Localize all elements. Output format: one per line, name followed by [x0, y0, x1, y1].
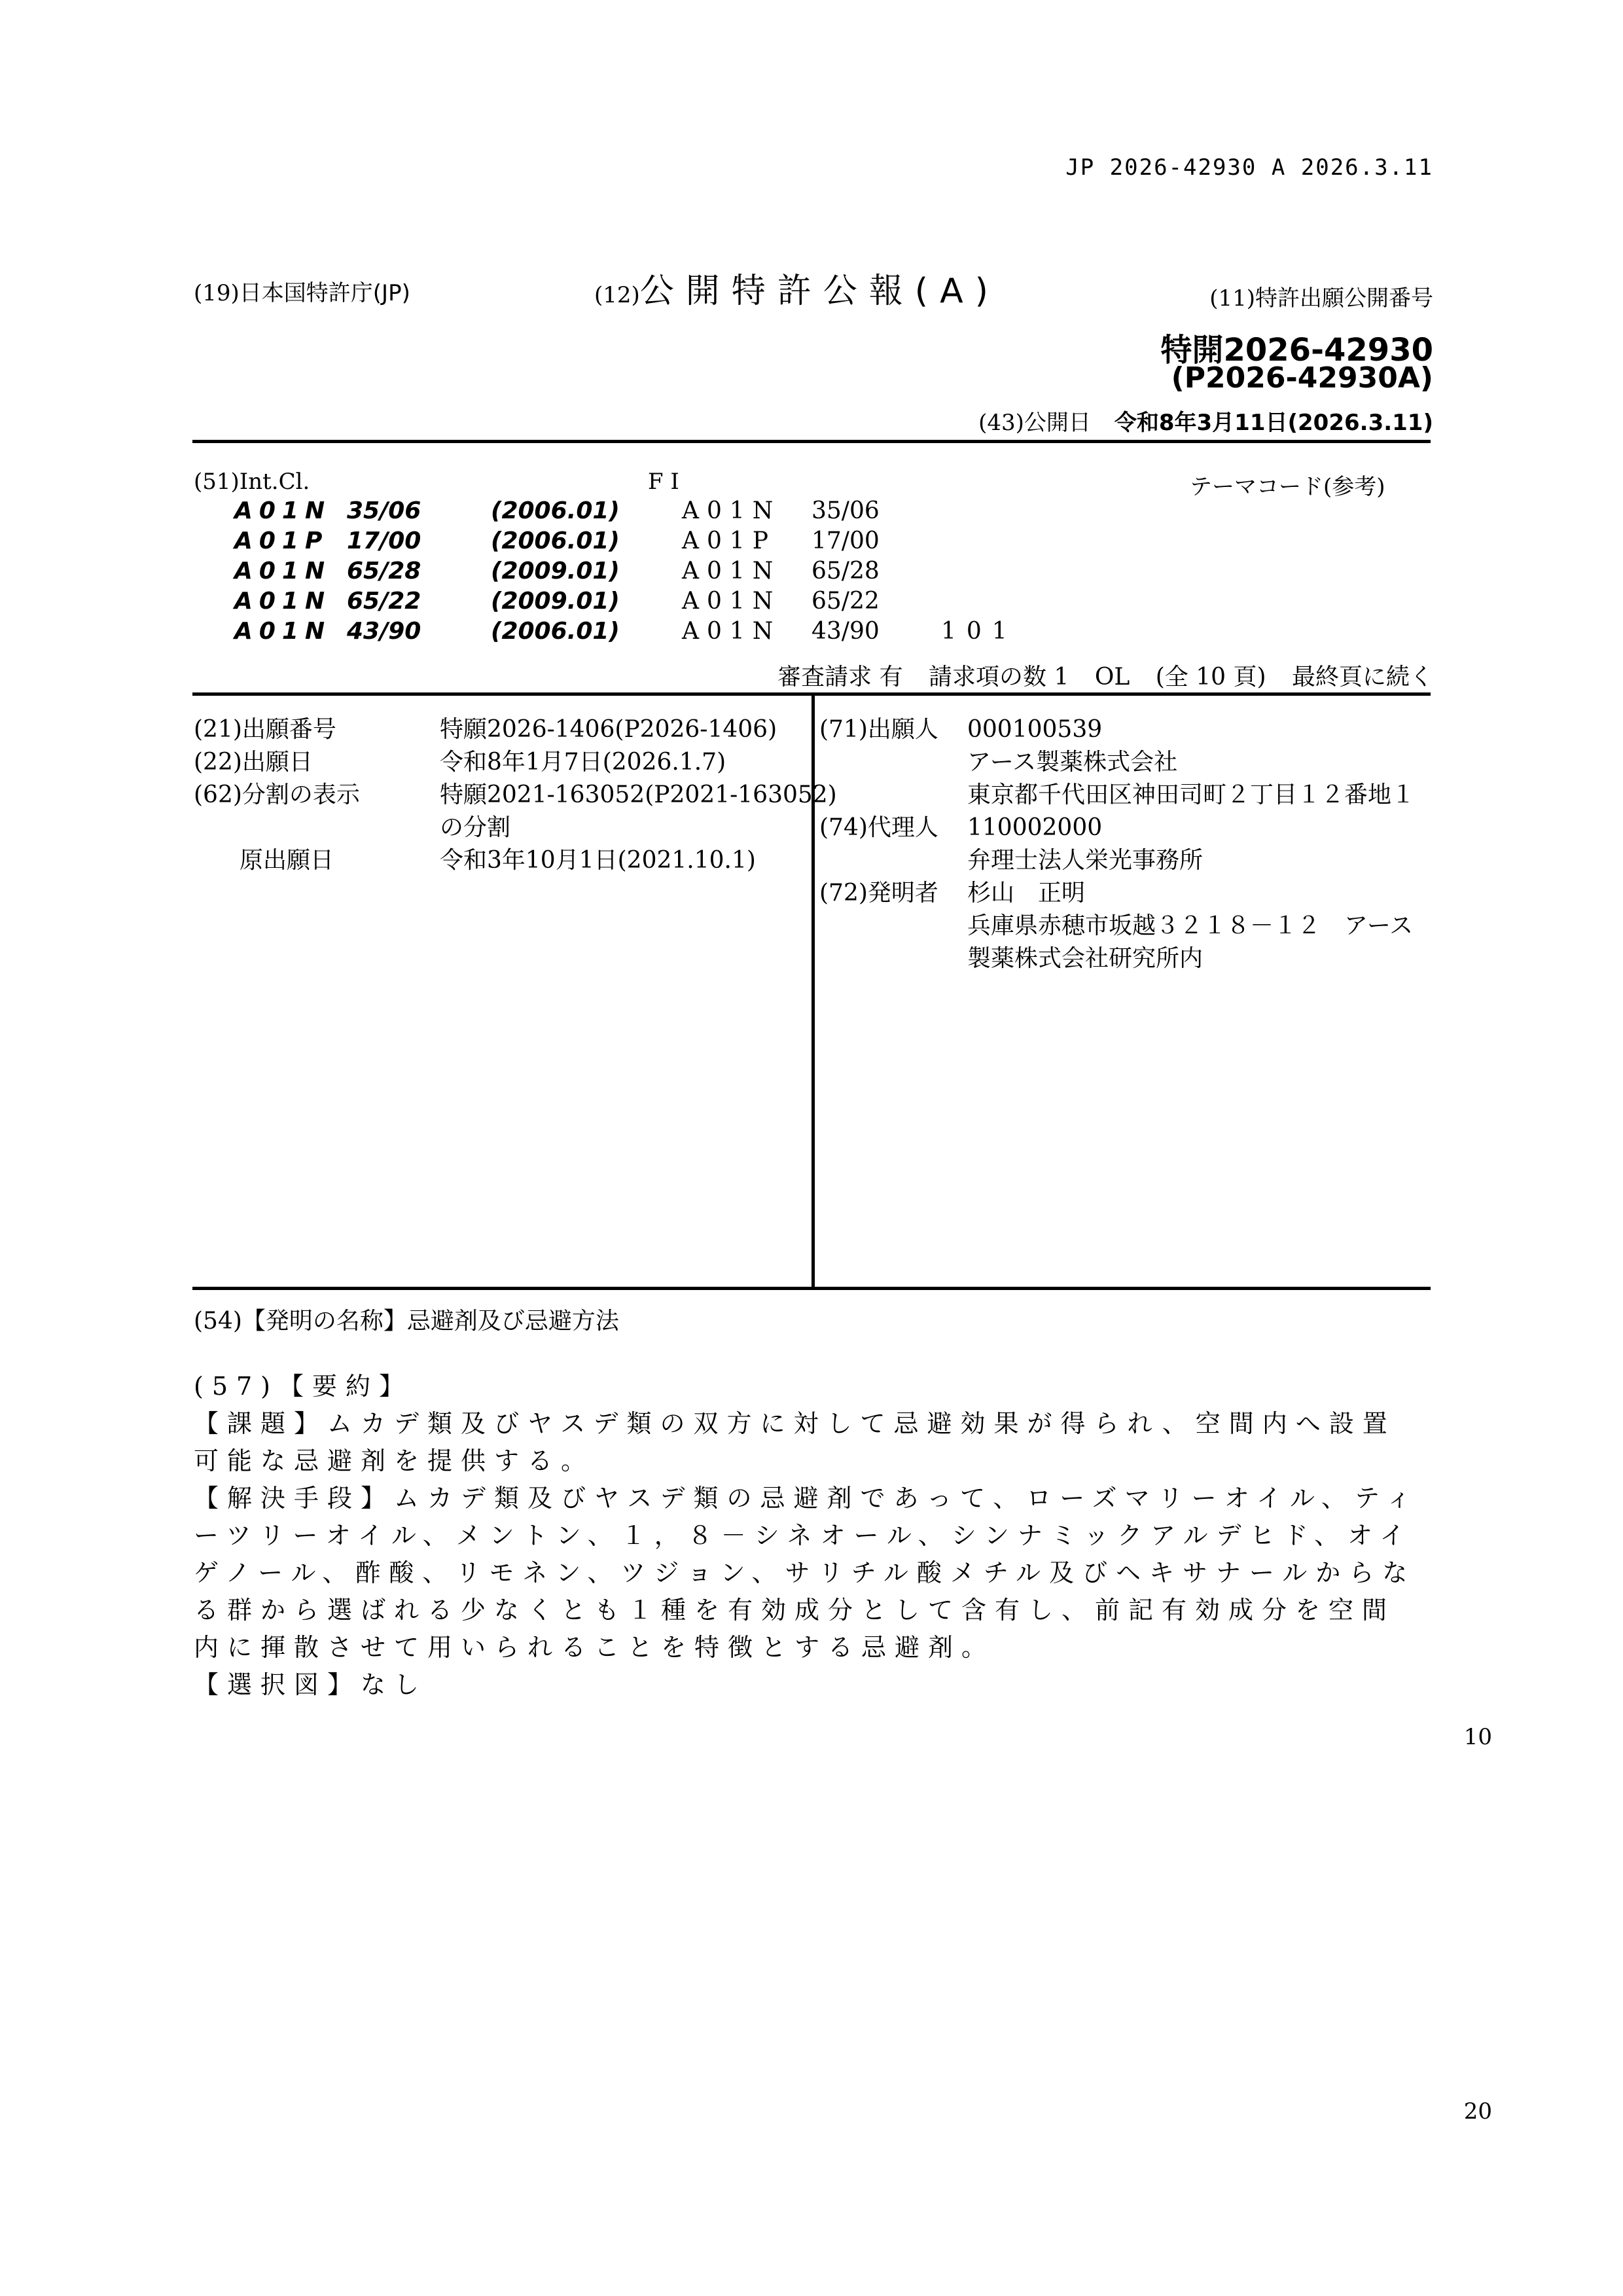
fi-label: F I [648, 469, 679, 495]
intcl-label: (51)Int.Cl. [194, 469, 310, 495]
bibliographic-right [819, 713, 1415, 975]
office-name: 日本国特許庁(JP) [239, 280, 410, 306]
line-number-10: 10 [1463, 1724, 1492, 1750]
abstract-heading: (57)【要約】 [194, 1372, 413, 1401]
bibliographic-left [194, 713, 837, 877]
bib-division: (62)分割の表示 特願2021-163052(P2021-163052) [194, 781, 837, 808]
publication-number: 特開2026-42930 [1160, 332, 1433, 368]
claim-count: 請求項の数 1 [929, 664, 1069, 691]
invention-title-value: 忌避剤及び忌避方法 [406, 1308, 619, 1335]
kind-title: 公開特許公報(A) [639, 272, 1000, 311]
bib-division-cont: の分割 [440, 814, 511, 841]
bib-original-filing-date: 原出願日 令和3年10月1日(2021.10.1) [240, 847, 756, 874]
continued-note: 最終頁に続く [1291, 664, 1433, 691]
office-code: (19) [194, 280, 240, 306]
examination-status [777, 658, 1433, 692]
publication-number-label: (11)特許出願公開番号 [1209, 285, 1433, 312]
bib-inventor-address: 兵庫県赤穂市坂越３２１８－１２ アース [967, 912, 1414, 939]
publication-date: (43)公開日 令和8年3月11日(2026.3.11) [978, 410, 1433, 436]
publication-kind [594, 263, 1000, 312]
bib-applicant-address: 東京都千代田区神田司町２丁目１２番地１ [967, 781, 1416, 808]
bib-inventor: (72)発明者 杉山 正明 [819, 880, 1086, 906]
publication-date-value: 令和8年3月11日(2026.3.11) [1114, 410, 1433, 436]
bib-applicant-name: アース製薬株式会社 [967, 749, 1178, 776]
abstract-solution: 【解決手段】ムカデ類及びヤスデ類の忌避剤であって、ローズマリーオイル、ティーツリーオイル、メントン、１，８－シネオール、シンナミックアルデヒド、オイゲノール、酢酸、リモネン、ツジョン、サリチル酸メチル及びヘキサナールからなる群から選ばれる少なくとも１種を有効成分として含有し、前記有効成分を空間内に揮散させて用いられることを特徴とする忌避剤。 [194, 1484, 1419, 1662]
invention-title: (54)【発明の名称】忌避剤及び忌避方法 [194, 1308, 619, 1335]
bib-application-number: (21)出願番号 特願2026-1406(P2026-1406) [194, 716, 777, 743]
bib-filing-date: (22)出願日 令和8年1月7日(2026.1.7) [194, 749, 726, 776]
bib-inventor-address-cont: 製薬株式会社研究所内 [967, 945, 1204, 972]
bib-agent: (74)代理人 110002000 [819, 814, 1103, 841]
kind-code: (12) [594, 282, 640, 308]
page-count: (全 10 頁) [1155, 664, 1266, 691]
ol-mark: OL [1094, 664, 1130, 691]
publication-header-id: JP 2026-42930 A 2026.3.11 [1065, 154, 1433, 181]
bib-agent-name: 弁理士法人栄光事務所 [967, 847, 1204, 874]
abstract-problem: 【課題】ムカデ類及びヤスデ類の双方に対して忌避効果が得られ、空間内へ設置可能な忌避剤を提供する。 [194, 1409, 1396, 1475]
publication-number-alt: (P2026-42930A) [1171, 361, 1433, 395]
divider-top [192, 440, 1431, 443]
divider-bib-bottom [192, 1287, 1431, 1290]
abstract [194, 1368, 1424, 1704]
theme-code-label: テーマコード(参考) [1190, 474, 1385, 500]
bib-applicant: (71)出願人 000100539 [819, 716, 1103, 743]
line-number-20: 20 [1463, 2098, 1492, 2125]
abstract-selected-figure: 【選択図】なし [194, 1670, 428, 1699]
issuing-office [194, 275, 410, 307]
examination-request: 審査請求 有 [777, 664, 903, 691]
